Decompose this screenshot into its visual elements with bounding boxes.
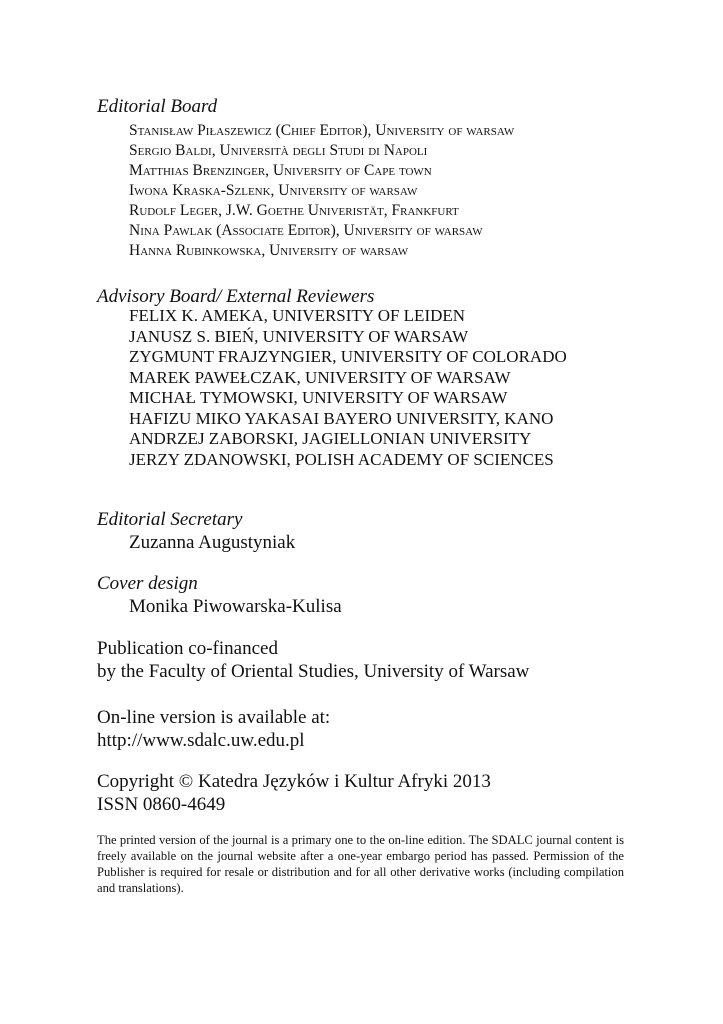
- advisory-board-member: HAFIZU MIKO YAKASAI BAYERO UNIVERSITY, KANO: [129, 408, 554, 428]
- editorial-board-member: Nina Pawlak (Associate Editor), University of warsaw: [129, 222, 483, 239]
- advisory-board-member: MICHAŁ TYMOWSKI, UNIVERSITY OF WARSAW: [129, 388, 508, 407]
- advisory-board-member: JERZY ZDANOWSKI, POLISH ACADEMY OF SCIENCES: [129, 449, 554, 469]
- online-url: http://www.sdalc.uw.edu.pl: [97, 730, 305, 751]
- cover-design-heading: Cover design: [97, 573, 198, 594]
- editorial-secretary-name: Zuzanna Augustyniak: [129, 532, 296, 553]
- advisory-board-list: [129, 306, 567, 470]
- editorial-board-list: [129, 121, 514, 261]
- advisory-board-member: MAREK PAWEŁCZAK, UNIVERSITY OF WARSAW: [129, 367, 511, 387]
- editorial-board-member: Iwona Kraska-Szlenk, University of warsaw: [129, 182, 418, 199]
- copyright-block: [97, 770, 491, 816]
- editorial-board-member: Stanisław Piłaszewicz (Chief Editor), University of warsaw: [129, 122, 515, 139]
- editorial-board-member: Rudolf Leger, J.W. Goethe Univeristät, Frankfurt: [129, 202, 459, 219]
- online-availability: [97, 706, 330, 752]
- advisory-board-member: ZYGMUNT FRAJZYNGIER, UNIVERSITY OF COLORADO: [129, 347, 567, 366]
- advisory-board-heading: Advisory Board/ External Reviewers: [97, 286, 375, 307]
- advisory-board-member: FELIX K. AMEKA, UNIVERSITY OF LEIDEN: [129, 306, 466, 325]
- online-label: On-line version is available at:: [97, 707, 331, 728]
- editorial-board-heading: Editorial Board: [97, 96, 218, 117]
- copyright-line: Copyright © Katedra Języków i Kultur Afryki 2013: [97, 771, 491, 792]
- editorial-board-member: Hanna Rubinkowska, University of warsaw: [129, 242, 409, 259]
- legal-notice: The printed version of the journal is a primary one to the on-line edition. The SDALC journal content is freely available on the journal website after a one-year embargo period has passed. Permission of the Publisher is required for resale or distribution and for all other derivative works (including compilation and translations).: [97, 833, 624, 895]
- editorial-board-member: Sergio Baldi, Università degli Studi di Napoli: [129, 142, 428, 159]
- advisory-board-member: JANUSZ S. BIEŃ, UNIVERSITY OF WARSAW: [129, 326, 469, 346]
- publication-line: by the Faculty of Oriental Studies, University of Warsaw: [97, 661, 530, 682]
- editorial-board-member: Matthias Brenzinger, University of Cape town: [129, 162, 432, 179]
- cover-designer-name: Monika Piwowarska-Kulisa: [129, 596, 342, 617]
- publication-statement: [97, 637, 529, 683]
- issn-line: ISSN 0860-4649: [97, 794, 226, 815]
- publication-line: Publication co-financed: [97, 638, 278, 659]
- advisory-board-member: ANDRZEJ ZABORSKI, JAGIELLONIAN UNIVERSITY: [129, 429, 532, 448]
- editorial-secretary-heading: Editorial Secretary: [97, 509, 243, 530]
